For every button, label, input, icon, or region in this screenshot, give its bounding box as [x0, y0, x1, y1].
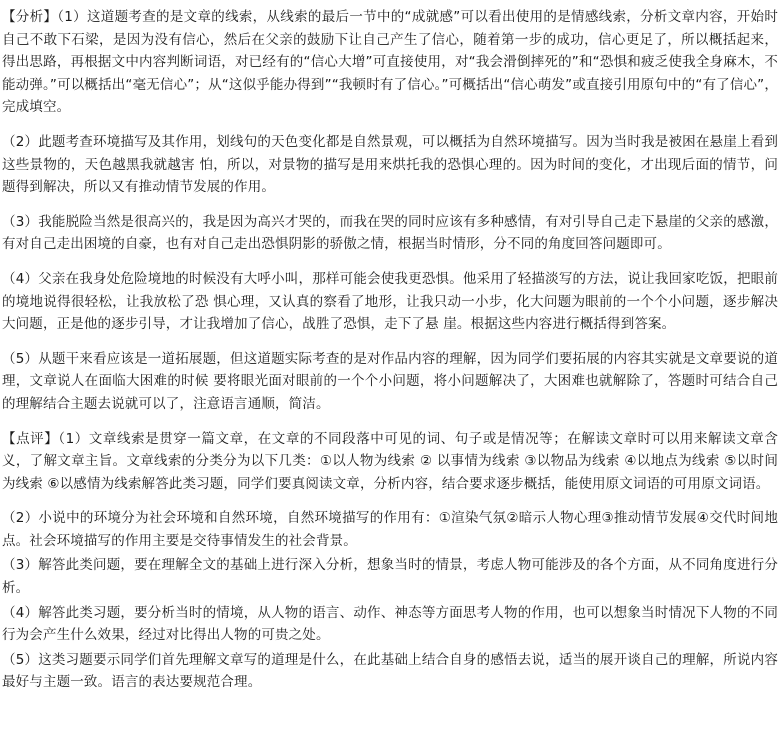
analysis-paragraph-3: （3）我能脱险当然是很高兴的，我是因为高兴才哭的，而我在哭的同时应该有多种感情，有对引导自己走下悬崖的父亲的感激，有对自己走出困境的自豪，也有对自己走出恐惧阴影的骄傲之情，根据当时情形，分不同的角度回答问题即可。 — [2, 213, 778, 253]
analysis-paragraph-1: 【分析】（1）这道题考查的是文章的线索，从线索的最后一节中的“成就感”可以看出使用的是情感线索，分析文章内容，开始时自己不敢下石梁，是因为没有信心，然后在父亲的鼓励下让自己产生了信心，随着第一步的成功，信心更足了，所以概括起来，得出思路，再根据文中内容判断词语，对已经有的“信心大增”可直接使用，对“我会滑倒摔死的”和“恐惧和疲乏使我全身麻木，不能动弹。”可以概括出“毫无信心”；从“这似乎能办得到”“我顿时有了信心。”可概括出“信心萌发”或直接引用原句中的“有了信心”，完成填空。 — [2, 9, 778, 116]
comment-paragraph-4: （4）解答此类习题，要分析当时的情境，从人物的语言、动作、神态等方面思考人物的作用，也可以想象当时情况下人物的不同行为会产生什么效果，经过对比得出人物的可贵之处。 — [2, 604, 778, 644]
comment-paragraph-2: （2）小说中的环境分为社会环境和自然环境，自然环境描写的作用有：①渲染气氛②暗示人物心理③推动情节发展④交代时间地点。社会环境描写的作用主要是交待事情发生的社会背景。 — [2, 510, 778, 549]
comment-paragraph-5: （5）这类习题要示同学们首先理解文章写的道理是什么，在此基础上结合自身的感悟去说，适当的展开谈自己的理解，所说内容最好与主题一致。语言的表达要规范合理。 — [2, 651, 778, 691]
comment-paragraph-3: （3）解答此类问题，要在理解全文的基础上进行深入分析，想象当时的情景，考虑人物可能涉及的各个方面，从不同角度进行分析。 — [2, 557, 778, 597]
analysis-paragraph-2: （2）此题考查环境描写及其作用，划线句的天色变化都是自然景观，可以概括为自然环境描写。因为当时我是被困在悬崖上看到这些景物的，天色越黑我就越害 怕，所以，对景物的描写是用来烘托我的恐惧心理的。因为时间的变化，才出现后面的情节，问题得到解决，所以又有推动情节发展的作用。 — [2, 133, 778, 196]
comment-paragraph-1: 【点评】（1）文章线索是贯穿一篇文章，在文章的不同段落中可见的词、句子或是情况等；在解读文章时可以用来解读文章含义，了解文章主旨。文章线索的分类分为以下几类：①以人物为线索 ② 以事情为线索 ③以物品为线索 ④以地点为线索 ⑤以时间为线索 ⑥以感情为线索解答此类习题，同学们要真阅读文章，分析内容，结合要求逐步概括，能使用原文词语的可用原文词语。 — [2, 430, 778, 492]
analysis-paragraph-4: （4）父亲在我身处危险境地的时候没有大呼小叫，那样可能会使我更恐惧。他采用了轻描淡写的方法，说让我回家吃饭，把眼前的境地说得很轻松，让我放松了恐 惧心理，又认真的察看了地形，让我只动一小步，化大问题为眼前的一个个小问题，逐步解决大问题，正是他的逐步引导，才让我增加了信心，战胜了恐惧，走下了悬 崖。根据这些内容进行概括得到答案。 — [2, 270, 778, 333]
analysis-paragraph-5: （5）从题干来看应该是一道拓展题，但这道题实际考查的是对作品内容的理解，因为同学们要拓展的内容其实就是文章要说的道理，文章说人在面临大困难的时候 要将眼光面对眼前的一个个小问题，将小问题解决了，大困难也就解除了，答题时可结合自己的理解结合主题去说就可以了，注意语言通顺，简洁。 — [2, 350, 778, 412]
